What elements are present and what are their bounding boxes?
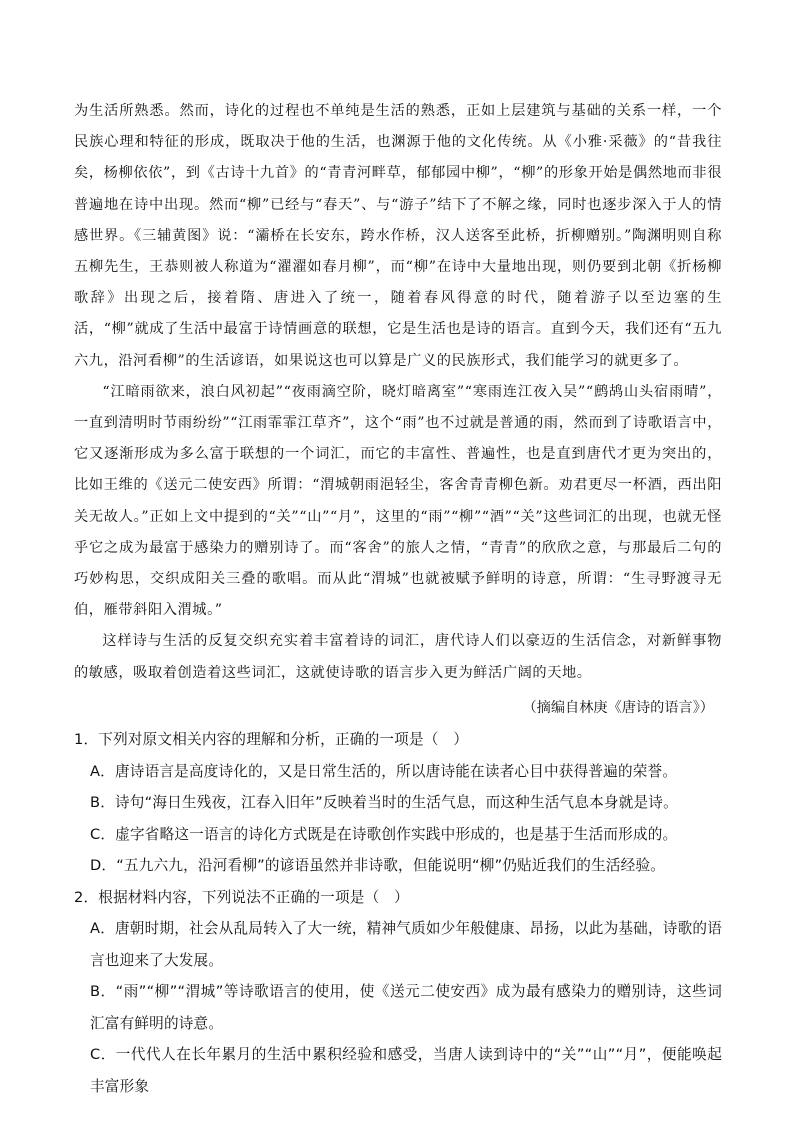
option-b[interactable]: B．诗句“海日生残夜，江春入旧年”反映着当时的生活气息，而这种生活气息本身就是诗。 bbox=[90, 794, 678, 812]
question-stem: 1．下列对原文相关内容的理解和分析，正确的一项是（ ） bbox=[74, 731, 469, 749]
passage-paragraph-1: 为生活所熟悉。然而，诗化的过程也不单纯是生活的熟悉，正如上层建筑与基础的关系一样，一个民族心理和特征的形成，既取决于他的生活，也渊源于他的文化传统。从《小雅·采薇》的“昔我往矣，杨柳依依”，到《古诗十九首》的“青青河畔草，郁郁园中柳”，“柳”的形象开始是偶然地而非很普遍地在诗中出现。然而“柳”已经与“春天”、与“游子”结下了不解之缘，同时也逐步深入于人的情感世界。《三辅黄图》说：“灞桥在长安东，跨水作桥，汉人送客至此桥，折柳赠别。”陶渊明则自称五柳先生，王恭则被人称道为“濯濯如春月柳”，而“柳”在诗中大量地出现，则仍要到北朝《折杨柳歌辞》出现之后，接着隋、唐进入了统一，随着春风得意的时代，随着游子以至边塞的生活，“柳”就成了生活中最富于诗情画意的联想，它是生活也是诗的语言。直到今天，我们还有“五九六九，沿河看柳”的生活谚语，如果说这也可以算是广义的民族形式，我们能学习的就更多了。 bbox=[74, 103, 722, 369]
option-c[interactable]: C．一代代人在长年累月的生活中累积经验和感受，当唐人读到诗中的“关”“山”“月”，便能唤起丰富形象 bbox=[90, 1046, 722, 1095]
passage-paragraph-2: “江暗雨欲来，浪白风初起”“夜雨滴空阶，晓灯暗离室”“寒雨连江夜入吴”“鹧鸪山头宿雨晴”，一直到清明时节雨纷纷”“江雨霏霏江草齐”，这个“雨”也不过就是普通的雨，然而到了诗歌语言中，它又逐渐形成为多么富于联想的一个词汇，而它的丰富性、普遍性，也是直到唐代才更为突出的，比如王维的《送元二使安西》所谓：“渭城朝雨浥轻尘，客舍青青柳色新。劝君更尽一杯酒，西出阳关无故人。”正如上文中提到的“关”“山”“月”，这里的“雨”“柳”“酒”“关”这些词汇的出现，也就无怪乎它之成为最富于感染力的赠别诗了。而“客舍”的旅人之情，“青青”的欣欣之意，与那最后二句的巧妙构思，交织成阳关三叠的歌唱。而从此“渭城”也就被赋予鲜明的诗意，所谓：“生寻野渡寻无伯，雁带斜阳入渭城。” bbox=[74, 383, 722, 619]
option-c[interactable]: C．虚字省略这一语言的诗化方式既是在诗歌创作实践中形成的，也是基于生活而形成的。 bbox=[90, 825, 678, 843]
question-stem: 2．根据材料内容，下列说法不正确的一项是（ ） bbox=[74, 888, 409, 906]
option-b[interactable]: B．“雨”“柳”“渭城”等诗歌语言的使用，使《送元二使安西》成为最有感染力的赠别诗，这些词汇富有鲜明的诗意。 bbox=[90, 983, 722, 1032]
option-d[interactable]: D．“五九六九，沿河看柳”的谚语虽然并非诗歌，但能说明“柳”仍贴近我们的生活经验。 bbox=[90, 857, 666, 875]
source-attribution: （摘编自林庚《唐诗的语言》） bbox=[522, 699, 714, 716]
question-1 bbox=[74, 724, 722, 882]
passage-paragraph-3: 这样诗与生活的反复交织充实着丰富着诗的词汇，唐代诗人们以豪迈的生活信念，对新鲜事物的敏感，吸取着创造着这些词汇，这就使诗歌的语言步入更为鲜活广阔的天地。 bbox=[74, 633, 722, 681]
question-2 bbox=[74, 882, 722, 1103]
option-a[interactable]: A．唐诗语言是高度诗化的，又是日常生活的，所以唐诗能在读者心目中获得普遍的荣誉。 bbox=[90, 762, 678, 780]
option-a[interactable]: A．唐朝时期，社会从乱局转入了大一统，精神气质如少年般健康、昂扬，以此为基础，诗歌的语言也迎来了大发展。 bbox=[90, 920, 722, 969]
